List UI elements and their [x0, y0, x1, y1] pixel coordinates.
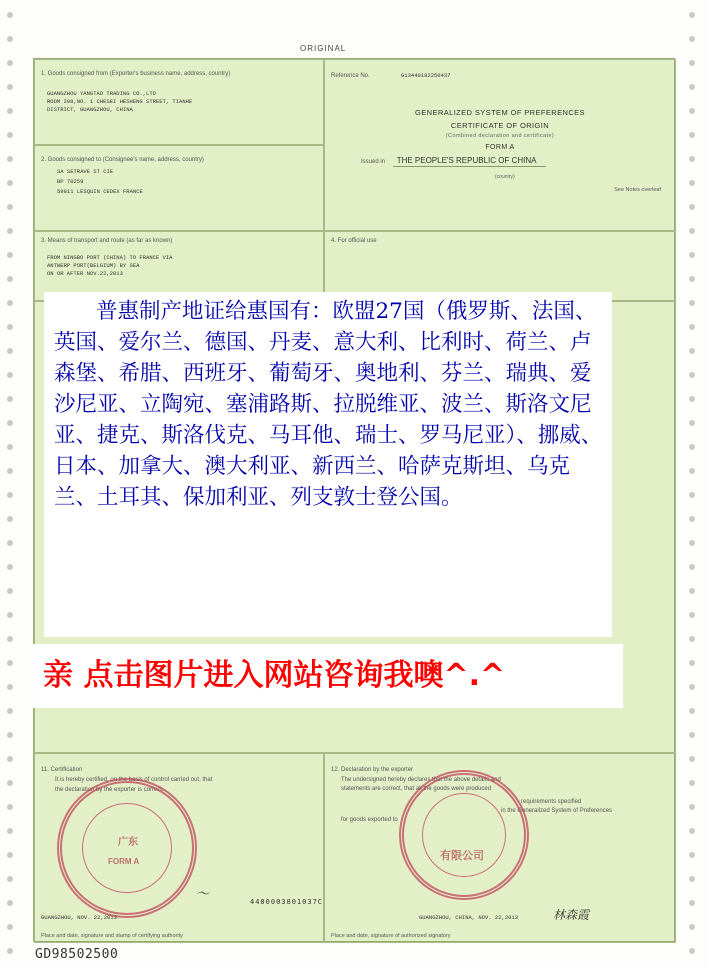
perforation-hole — [689, 828, 695, 834]
issued-in-country: THE PEOPLE'S REPUBLIC OF CHINA — [393, 156, 547, 167]
declaration-text-4: in the Generalized System of Preferences — [501, 808, 613, 814]
perforation-hole — [7, 636, 13, 642]
issued-in-label: Issued in — [361, 159, 386, 165]
exporter-line-2: ROOM 208,NO. 1 CHESEI HESHENG STREET, TIANHE — [47, 98, 193, 105]
stamp-inner-ring — [82, 803, 172, 893]
perforation-hole — [689, 492, 695, 498]
perforation-hole — [7, 36, 13, 42]
perforation-hole — [7, 684, 13, 690]
perforation-hole — [7, 132, 13, 138]
perforation-hole — [7, 876, 13, 882]
perforation-hole — [7, 468, 13, 474]
perforation-hole — [7, 228, 13, 234]
perforation-hole — [7, 252, 13, 258]
box-transport — [34, 231, 324, 301]
perforation-hole — [689, 276, 695, 282]
declaration-text-2: statements are correct, that all the goods were produced — [341, 786, 492, 792]
perforation-hole — [689, 228, 695, 234]
certification-place-date: GUANGZHOU, NOV. 22,2013 — [41, 914, 117, 921]
issued-in-row — [361, 156, 663, 165]
perforation-hole — [7, 276, 13, 282]
see-notes-overleaf: See Notes overleaf — [614, 187, 661, 193]
perforation-hole — [689, 420, 695, 426]
exporter-line-3: DISTRICT, GUANGZHOU, CHINA — [47, 106, 133, 113]
box-certification — [34, 753, 324, 943]
declaration-text-3: requirements specified — [521, 799, 582, 805]
perforation-hole — [689, 684, 695, 690]
perforation-hole — [7, 420, 13, 426]
perforation-hole — [7, 180, 13, 186]
gsp-title-line-2: CERTIFICATE OF ORIGIN — [450, 121, 550, 130]
perforation-hole — [7, 588, 13, 594]
perforation-hole — [7, 852, 13, 858]
perforation-hole — [7, 756, 13, 762]
perforation-hole — [7, 396, 13, 402]
perforation-hole — [689, 132, 695, 138]
gsp-title-line-1: GENERALIZED SYSTEM OF PREFERENCES — [415, 108, 585, 117]
declaration-text-1: The undersigned hereby declares that the above details and — [341, 777, 501, 783]
perforation-hole — [7, 204, 13, 210]
perforation-hole — [7, 348, 13, 354]
perforation-hole — [689, 60, 695, 66]
barcode-number: 4400003801037C — [250, 898, 324, 906]
perforation-hole — [689, 180, 695, 186]
perforation-hole — [7, 780, 13, 786]
perforation-hole — [689, 852, 695, 858]
perforation-hole — [689, 804, 695, 810]
gsp-subtitle: (Combined declaration and certificate) — [445, 133, 555, 139]
perforation-hole — [7, 828, 13, 834]
perforation-hole — [689, 396, 695, 402]
perforation-hole — [689, 36, 695, 42]
perforation-hole — [689, 12, 695, 18]
perforation-hole — [689, 300, 695, 306]
perforation-hole — [7, 708, 13, 714]
consignee-line-3: 59811 LESQUIN CEDEX FRANCE — [57, 188, 143, 195]
perforation-hole — [689, 252, 695, 258]
official-use-label: 4. For official use — [331, 238, 377, 244]
gsp-countries-text: 普惠制产地证给惠国有：欧盟27国（俄罗斯、法国、英国、爱尔兰、德国、丹麦、意大利、比利时、荷兰、卢森堡、希腊、西班牙、葡萄牙、奥地利、芬兰、瑞典、爱沙尼亚、立陶宛、塞浦路斯、拉脱维亚、波兰、斯洛文尼亚、捷克、斯洛伐克、马耳他、瑞士、罗马尼亚）、挪威、日本、加拿大、澳大利亚、新西兰、哈萨克斯坦、乌克兰、土耳其、保加利亚、列支敦士登公国。 — [54, 299, 603, 510]
perforation-hole — [689, 348, 695, 354]
perforation-hole — [689, 612, 695, 618]
certification-label: 11. Certification — [41, 767, 83, 773]
perforation-hole — [689, 876, 695, 882]
perforation-hole — [7, 84, 13, 90]
box-consignee — [34, 145, 324, 231]
perforation-hole — [7, 60, 13, 66]
perforation-hole — [689, 84, 695, 90]
perforation-hole — [7, 660, 13, 666]
perforation-hole — [7, 156, 13, 162]
stamp-text-form-a: FORM A — [108, 857, 140, 866]
official-signature-scribble: 〜 — [196, 887, 210, 902]
exporter-label: 1. Goods consigned from (Exporter's business name, address, country) — [41, 71, 231, 77]
perforation-hole — [7, 540, 13, 546]
perforation-hole — [689, 108, 695, 114]
certification-text-1: It is hereby certified, on the basis of control carried out, that — [55, 777, 213, 783]
consignee-label: 2. Goods consigned to (Consignee's name, address, country) — [41, 157, 204, 163]
perforation-hole — [689, 540, 695, 546]
certifying-authority-stamp — [57, 778, 197, 918]
exporter-signature: 林森霞 — [553, 908, 590, 922]
perforation-hole — [689, 660, 695, 666]
left-perforation-strip — [4, 0, 18, 966]
box-declaration — [324, 753, 676, 943]
perforation-hole — [689, 204, 695, 210]
perforation-hole — [7, 516, 13, 522]
perforation-hole — [689, 564, 695, 570]
perforation-hole — [689, 900, 695, 906]
perforation-hole — [689, 780, 695, 786]
perforation-hole — [7, 804, 13, 810]
serial-number: GD98502500 — [35, 947, 119, 962]
box-gsp-header — [324, 59, 676, 231]
gsp-form-a: FORM A — [485, 144, 515, 151]
consignee-line-1: SA SETRAVE ST CIE — [57, 168, 114, 175]
certification-text-2: the declaration by the exporter is correct. — [55, 787, 164, 793]
stamp-text-guangdong: 广东 — [118, 837, 138, 848]
declaration-label: 12. Declaration by the exporter — [331, 767, 414, 773]
company-stamp-inner-ring — [422, 793, 506, 877]
perforation-hole — [7, 948, 13, 954]
perforation-hole — [689, 636, 695, 642]
certification-footer: Place and date, signature and stamp of certifying authority — [41, 933, 183, 939]
box-official-use — [324, 231, 676, 301]
exporter-line-1: GUANGZHOU YANGTAO TRADING CO.,LTD — [47, 90, 156, 97]
transport-label: 3. Means of transport and route (as far as known) — [41, 238, 173, 244]
perforation-hole — [689, 156, 695, 162]
perforation-hole — [7, 300, 13, 306]
consignee-line-2: BP 70259 — [57, 178, 84, 185]
transport-line-2: ANTWERP PORT(BELGIUM) BY SEA — [47, 262, 140, 269]
perforation-hole — [689, 444, 695, 450]
declaration-text-5: for goods exported to — [341, 817, 398, 823]
perforation-hole — [689, 948, 695, 954]
perforation-hole — [7, 612, 13, 618]
company-stamp-text: 有限公司 — [440, 850, 484, 862]
perforation-hole — [7, 492, 13, 498]
perforation-hole — [7, 564, 13, 570]
perforation-hole — [7, 900, 13, 906]
declaration-footer: Place and date, signature of authorized signatory — [331, 933, 451, 939]
perforation-hole — [7, 108, 13, 114]
perforation-hole — [7, 372, 13, 378]
declaration-place-date: GUANGZHOU, CHINA, NOV. 22,2013 — [419, 914, 519, 921]
perforation-hole — [689, 588, 695, 594]
box-exporter — [34, 59, 324, 145]
transport-line-1: FROM NINGBO PORT (CHINA) TO FRANCE VIA — [47, 254, 173, 261]
reference-number: G13440182250437 — [401, 72, 451, 79]
perforation-hole — [689, 732, 695, 738]
perforation-hole — [689, 468, 695, 474]
reference-label: Reference No. — [331, 73, 370, 79]
perforation-hole — [689, 756, 695, 762]
right-perforation-strip — [686, 0, 700, 966]
gsp-countries-notice[interactable] — [44, 292, 612, 637]
transport-line-3: ON OR AFTER NOV.22,2013 — [47, 270, 123, 277]
perforation-hole — [689, 372, 695, 378]
original-label: ORIGINAL — [300, 44, 347, 53]
perforation-hole — [689, 516, 695, 522]
perforation-hole — [7, 924, 13, 930]
country-caption: (country) — [495, 174, 515, 180]
perforation-hole — [7, 324, 13, 330]
gsp-title-block — [335, 106, 665, 154]
perforation-hole — [7, 732, 13, 738]
perforation-hole — [689, 324, 695, 330]
perforation-hole — [689, 708, 695, 714]
perforation-hole — [689, 924, 695, 930]
perforation-hole — [7, 12, 13, 18]
company-stamp — [399, 770, 529, 900]
perforation-hole — [7, 444, 13, 450]
promo-click-banner[interactable]: 亲 点击图片进入网站咨询我噢^.^ — [33, 644, 623, 708]
